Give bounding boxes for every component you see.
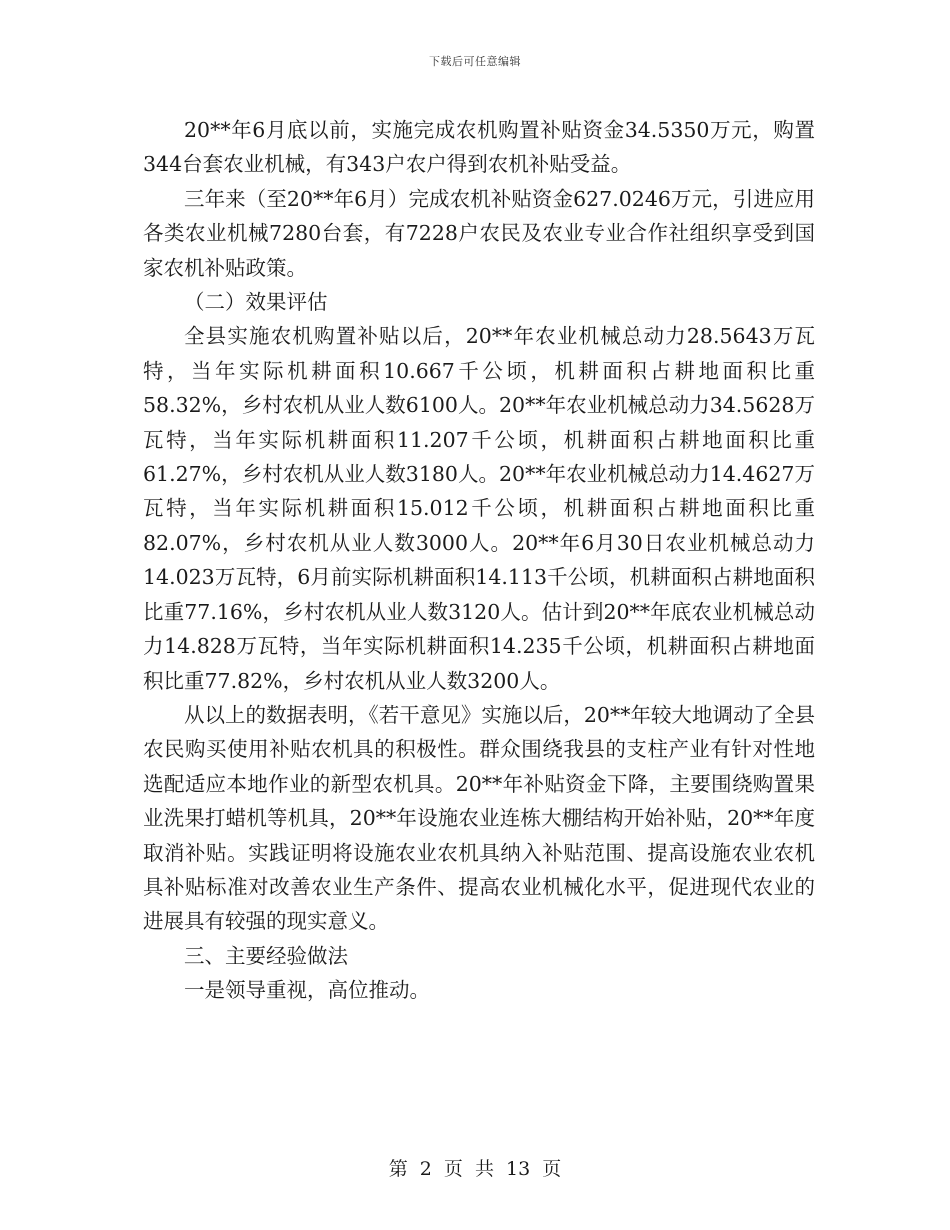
paragraph-data-conclusion: 从以上的数据表明，《若干意见》实施以后，20**年较大地调动了全县农民购买使用补贴农机具的积极性。群众围绕我县的支柱产业有针对性地选配适应本地作业的新型农机具。20**年补贴资金下降，主要围绕购置果业洗果打蜡机等机具，20**年设施农业连栋大棚结构开始补贴，20**年度取消补贴。实践证明将设施农业农机具纳入补贴范围、提高设施农业农机具补贴标准对改善农业生产条件、提高农业机械化水平，促进现代农业的进展具有较强的现实意义。 bbox=[143, 702, 815, 934]
header-note: 下载后可任意编辑 bbox=[429, 55, 521, 68]
paragraph-three-years: 三年来（至20**年6月）完成农机补贴资金627.0246万元，引进应用各类农业机械7280台套，有7228户农民及农业专业合作社组织享受到国家农机补贴政策。 bbox=[143, 186, 815, 280]
page-number-footer: 第 2 页 共 13 页 bbox=[388, 1158, 562, 1180]
paragraph-subsidy-june: 20**年6月底以前，实施完成农机购置补贴资金34.5350万元，购置344台套农业机械，有343户农户得到农机补贴受益。 bbox=[143, 118, 815, 177]
document-body bbox=[143, 113, 815, 1008]
section-heading-evaluation: （二）效果评估 bbox=[184, 290, 328, 315]
section-heading-experience: 三、主要经验做法 bbox=[184, 943, 348, 968]
paragraph-evaluation-data: 全县实施农机购置补贴以后，20**年农业机械总动力28.5643万瓦特，当年实际机耕面积10.667千公顷，机耕面积占耕地面积比重58.32%，乡村农机从业人数6100人。20**年农业机械总动力34.5628万瓦特，当年实际机耕面积11.207千公顷，机耕面积占耕地面积比重61.27%，乡村农机从业人数3180人。20**年农业机械总动力14.4627万瓦特，当年实际机耕面积15.012千公顷，机耕面积占耕地面积比重82.07%，乡村农机从业人数3000人。20**年6月30日农业机械总动力14.023万瓦特，6月前实际机耕面积14.113千公顷，机耕面积占耕地面积比重77.16%，乡村农机从业人数3120人。估计到20**年底农业机械总动力14.828万瓦特，当年实际机耕面积14.235千公顷，机耕面积占耕地面积比重77.82%，乡村农机从业人数3200人。 bbox=[143, 324, 815, 693]
paragraph-leadership: 一是领导重视，高位推动。 bbox=[184, 978, 430, 1003]
